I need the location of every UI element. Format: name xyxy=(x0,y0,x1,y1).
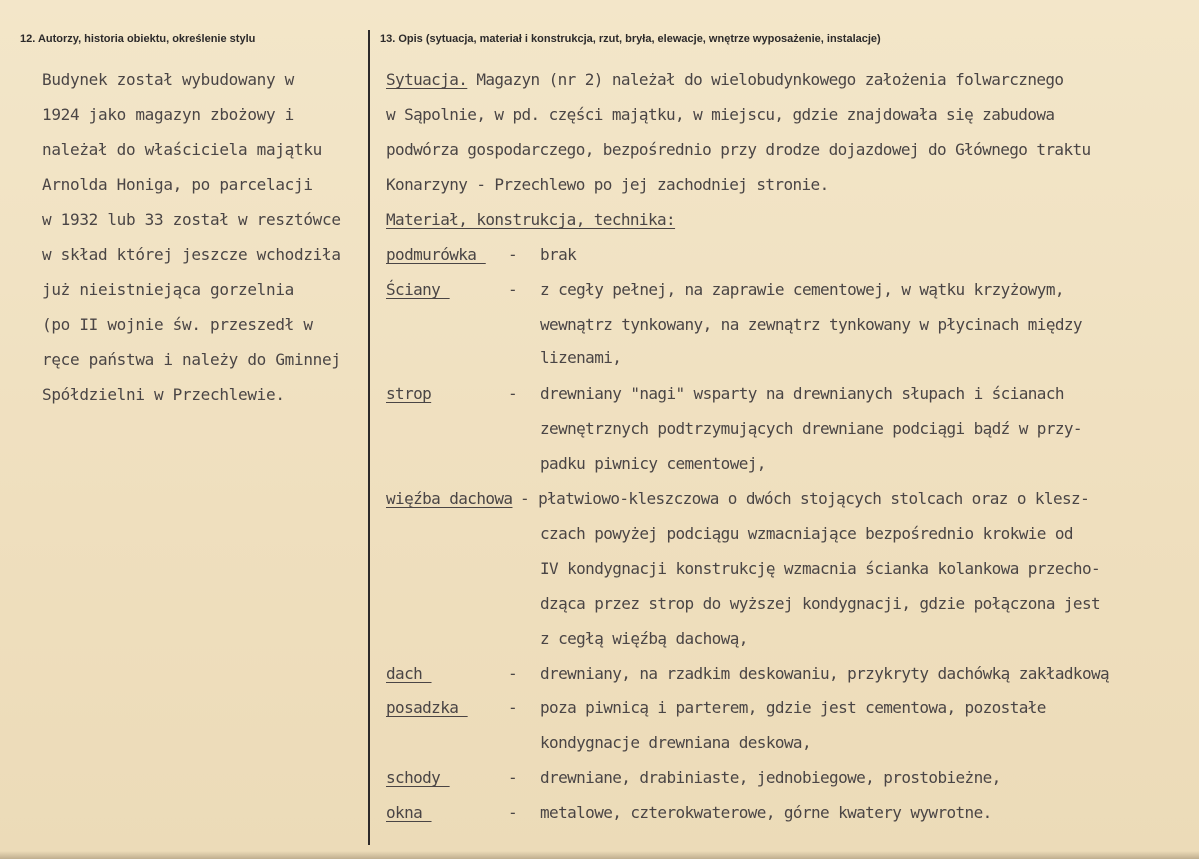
item-value-sciany: lizenami, xyxy=(540,348,622,367)
material-heading: Materiał, konstrukcja, technika: xyxy=(386,210,676,229)
item-value-strop: drewniany "nagi" wsparty na drewnianych słupach i ścianach xyxy=(540,384,1064,403)
history-line: ręce państwa i należy do Gminnej xyxy=(42,350,341,369)
scan-edge-shadow xyxy=(0,851,1199,859)
item-label-wiezba: więźba dachowa xyxy=(386,489,513,508)
item-value-wiezba: IV kondygnacji konstrukcję wzmacnia ścianka kolankowa przecho- xyxy=(540,559,1101,578)
item-dash: - xyxy=(508,664,518,683)
item-label-okna: okna_ xyxy=(386,803,432,822)
item-label-sciany: Ściany_ xyxy=(386,280,450,299)
item-dash: - xyxy=(508,768,518,787)
item-dash: - xyxy=(508,803,518,822)
situation-text: Magazyn (nr 2) należał do wielobudynkowego założenia folwarcznego xyxy=(467,70,1064,89)
item-value-strop: zewnętrznych podtrzymujących drewniane podciągi bądź w przy- xyxy=(540,419,1082,438)
item-dash: - xyxy=(508,280,518,299)
item-label-schody: schody_ xyxy=(386,768,450,787)
history-line: w skład której jeszcze wchodziła xyxy=(42,245,341,264)
history-line: już nieistniejąca gorzelnia xyxy=(42,280,294,299)
item-label-strop: strop xyxy=(386,384,432,403)
item-value-posadzka: poza piwnicą i parterem, gdzie jest cementowa, pozostałe xyxy=(540,698,1046,717)
item-dash: - xyxy=(508,245,518,264)
history-line: (po II wojnie św. przeszedł w xyxy=(42,315,313,334)
item-value-posadzka: kondygnacje drewniana deskowa, xyxy=(540,733,811,752)
item-value-sciany: z cegły pełnej, na zaprawie cementowej, w wątku krzyżowym, xyxy=(540,280,1064,299)
item-label-dach: dach_ xyxy=(386,664,432,683)
item-label-posadzka: posadzka_ xyxy=(386,698,468,717)
item-value-wiezba: dząca przez strop do wyższej kondygnacji, gdzie połączona jest xyxy=(540,594,1101,613)
section-12-header: 12. Autorzy, historia obiektu, określenie stylu xyxy=(20,33,256,45)
situation-line: Konarzyny - Przechlewo po jej zachodniej stronie. xyxy=(386,175,829,194)
item-value-podmurowka: brak xyxy=(540,245,577,264)
item-value-schody: drewniane, drabiniaste, jednobiegowe, prostobieżne, xyxy=(540,768,1001,787)
situation-line: w Sąpolnie, w pd. części majątku, w miejscu, gdzie znajdowała się zabudowa xyxy=(386,105,1055,124)
item-value-wiezba: - płatwiowo-kleszczowa o dwóch stojących stolcach oraz o klesz- xyxy=(520,489,1090,508)
situation-line: podwórza gospodarczego, bezpośrednio przy drodze dojazdowej do Głównego traktu xyxy=(386,140,1091,159)
item-value-okna: metalowe, czterokwaterowe, górne kwatery wywrotne. xyxy=(540,803,992,822)
item-dash: - xyxy=(520,489,530,508)
history-line: Spółdzielni w Przechlewie. xyxy=(42,385,285,404)
item-value-dach: drewniany, na rzadkim deskowaniu, przykryty dachówką zakładkową xyxy=(540,664,1110,683)
history-line: należał do właściciela majątku xyxy=(42,140,322,159)
item-dash: - xyxy=(508,384,518,403)
item-value-wiezba: czach powyżej podciągu wzmacniające bezpośrednio krokwie od xyxy=(540,524,1073,543)
section-13-header: 13. Opis (sytuacja, materiał i konstrukcja, rzut, bryła, elewacje, wnętrze wyposażenie, instalacje) xyxy=(380,33,881,45)
item-value-strop: padku piwnicy cementowej, xyxy=(540,454,766,473)
history-line: 1924 jako magazyn zbożowy i xyxy=(42,105,294,124)
history-line: Arnolda Honiga, po parcelacji xyxy=(42,175,313,194)
item-value-wiezba: z cegłą więźbą dachową, xyxy=(540,629,748,648)
history-line: w 1932 lub 33 został w resztówce xyxy=(42,210,341,229)
history-line: Budynek został wybudowany w xyxy=(42,70,294,89)
item-dash: - xyxy=(508,698,518,717)
situation-label: Sytuacja. xyxy=(386,70,468,89)
situation-line xyxy=(386,70,1063,89)
column-divider xyxy=(368,30,370,845)
item-label-podmurowka: podmurówka_ xyxy=(386,245,486,264)
item-value-sciany: wewnątrz tynkowany, na zewnątrz tynkowany w płycinach między xyxy=(540,315,1082,334)
